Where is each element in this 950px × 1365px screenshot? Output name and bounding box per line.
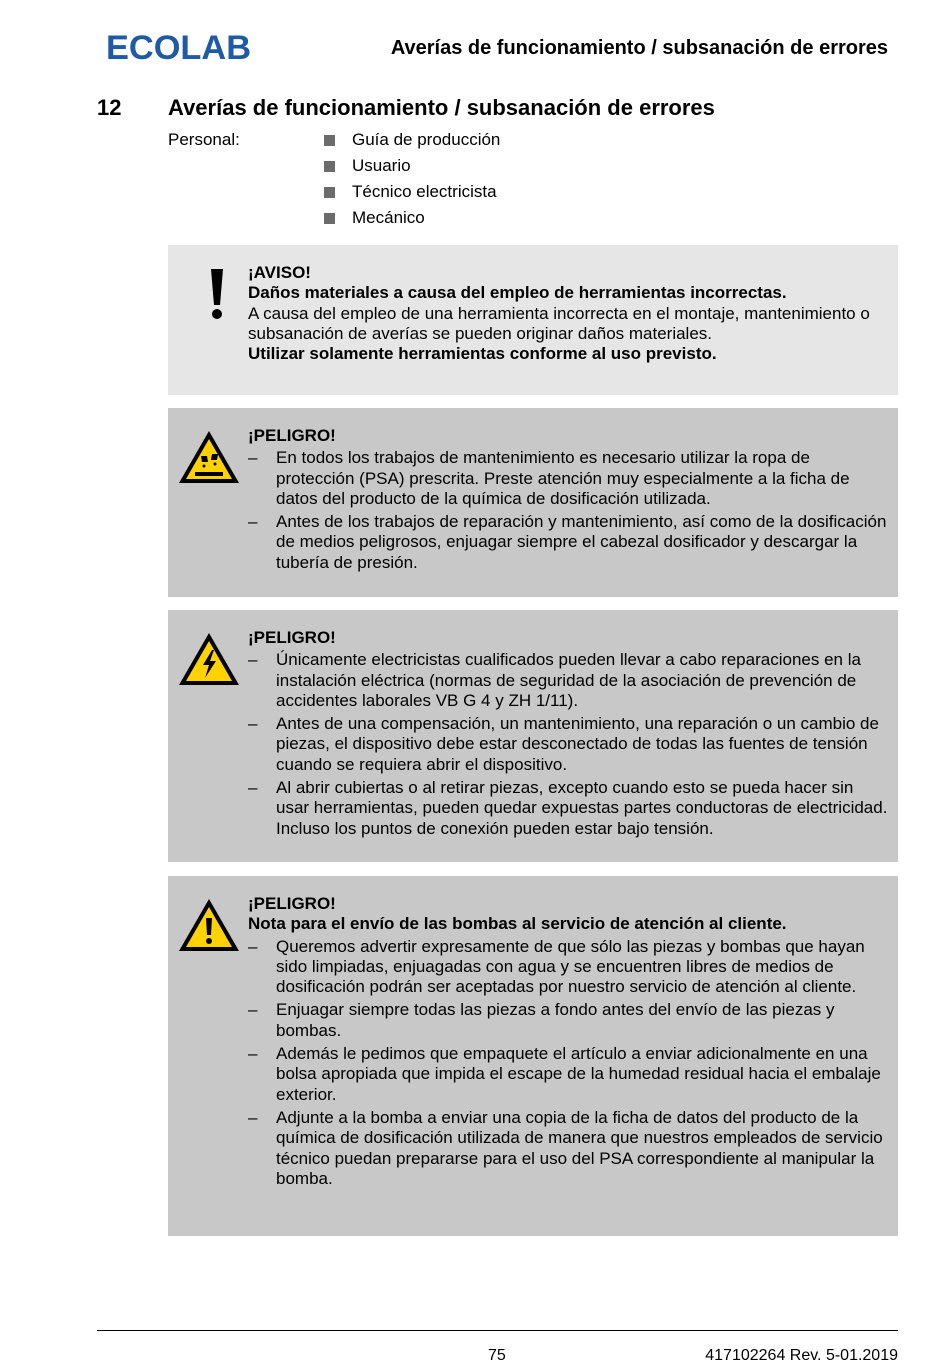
- list-item-text: En todos los trabajos de mantenimiento es necesario utilizar la ropa de protección (PSA) prescrita. Preste atención muy especialmente a la ficha de datos del producto de la química de dosificación utilizada.: [276, 448, 850, 508]
- danger-content: [248, 894, 888, 1192]
- danger-list: [248, 448, 888, 573]
- electrical-warning-icon: [177, 630, 241, 688]
- danger-box: [168, 408, 898, 597]
- list-item: [248, 448, 888, 509]
- list-item-text: Adjunte a la bomba a enviar una copia de la ficha de datos del producto de la química de dosificación utilizada de manera que nuestros empleados de servicio técnico puedan prepararse para el uso del PSA correspondiente al manipular la bomba.: [276, 1107, 883, 1188]
- list-item: [248, 1000, 888, 1041]
- personal-item: Usuario: [352, 156, 411, 175]
- list-item: [324, 130, 500, 156]
- danger-box: [168, 610, 898, 862]
- danger-content: [248, 426, 888, 576]
- signal-word: ¡AVISO!: [248, 263, 311, 282]
- ecolab-logo: [106, 30, 254, 64]
- danger-box: [168, 876, 898, 1236]
- notice-action: Utilizar solamente herramientas conforme al uso previsto.: [248, 344, 717, 364]
- corrosive-warning-icon: [177, 428, 241, 486]
- dash-marker: –: [248, 448, 258, 468]
- dash-marker: –: [248, 1000, 258, 1020]
- danger-list: [248, 937, 888, 1190]
- list-item-text: Al abrir cubiertas o al retirar piezas, excepto cuando esto se pueda hacer sin usar herramientas, pueden quedar expuestas partes conductoras de electricidad. Incluso los puntos de conexión pueden estar bajo tensión.: [276, 778, 888, 838]
- personal-item: Guía de producción: [352, 130, 501, 149]
- general-warning-icon: [177, 896, 241, 954]
- danger-heading: Nota para el envío de las bombas al servicio de atención al cliente.: [248, 914, 787, 934]
- page-number: 75: [488, 1347, 506, 1364]
- danger-list: [248, 650, 888, 839]
- list-item: [324, 182, 500, 208]
- signal-word: ¡PELIGRO!: [248, 426, 336, 445]
- section-number: 12: [97, 95, 122, 120]
- dash-marker: –: [248, 778, 258, 798]
- document-reference: 417102264 Rev. 5-01.2019: [705, 1347, 898, 1364]
- section-title: Averías de funcionamiento / subsanación de errores: [168, 95, 715, 120]
- svg-text:ECOLAB: ECOLAB: [106, 30, 251, 64]
- exclamation-icon: [177, 265, 241, 323]
- personal-item: Mecánico: [352, 208, 425, 227]
- footer-divider: [97, 1330, 898, 1331]
- notice-text: A causa del empleo de una herramienta incorrecta en el montaje, mantenimiento o subsanación de averías se pueden originar daños materiales.: [248, 303, 870, 343]
- notice-heading: Daños materiales a causa del empleo de herramientas incorrectas.: [248, 283, 787, 303]
- dash-marker: –: [248, 1107, 258, 1127]
- personal-list: [324, 130, 500, 234]
- personal-label: Personal:: [168, 130, 240, 149]
- dash-marker: –: [248, 1044, 258, 1064]
- list-item: [248, 778, 888, 839]
- dash-marker: –: [248, 714, 258, 734]
- dash-marker: –: [248, 936, 258, 956]
- list-item: [248, 1108, 888, 1189]
- notice-content: [248, 263, 888, 364]
- list-item-text: Antes de una compensación, un mantenimiento, una reparación o un cambio de piezas, el dispositivo debe estar desconectado de todas las fuentes de tensión cuando se requiera abrir el dispositivo.: [276, 714, 879, 774]
- list-item: [324, 156, 500, 182]
- square-bullet-icon: [324, 161, 335, 172]
- list-item-text: Queremos advertir expresamente de que sólo las piezas y bombas que hayan sido limpiadas, enjuagadas con agua y se encuentren libres de medios de dosificación podrán ser aceptadas por nuestro servicio de atención al cliente.: [276, 936, 865, 997]
- list-item: [248, 714, 888, 775]
- signal-word: ¡PELIGRO!: [248, 628, 336, 647]
- square-bullet-icon: [324, 135, 335, 146]
- list-item-text: Antes de los trabajos de reparación y mantenimiento, así como de la dosificación de medios peligrosos, enjuagar siempre el cabezal dosificador y descargar la tubería de presión.: [276, 512, 887, 572]
- list-item: [248, 650, 888, 711]
- notice-box: [168, 245, 898, 395]
- list-item-text: Además le pedimos que empaquete el artículo a enviar adicionalmente en una bolsa apropiada que impida el escape de la humedad residual hacia el embalaje exterior.: [276, 1044, 881, 1104]
- list-item-text: Enjuagar siempre todas las piezas a fondo antes del envío de las piezas y bombas.: [276, 1000, 835, 1040]
- square-bullet-icon: [324, 187, 335, 198]
- header-title: Averías de funcionamiento / subsanación de errores: [390, 37, 888, 59]
- dash-marker: –: [248, 650, 258, 670]
- list-item: [248, 512, 888, 573]
- signal-word: ¡PELIGRO!: [248, 894, 336, 913]
- list-item: [248, 1044, 888, 1105]
- square-bullet-icon: [324, 213, 335, 224]
- list-item-text: Únicamente electricistas cualificados pueden llevar a cabo reparaciones en la instalación eléctrica (normas de seguridad de la asociación de prevención de accidentes laborales VB G 4 y ZH 1/11).: [276, 650, 861, 710]
- list-item: [248, 937, 888, 998]
- list-item: [324, 208, 500, 234]
- danger-content: [248, 628, 888, 842]
- personal-item: Técnico electricista: [352, 182, 497, 201]
- dash-marker: –: [248, 512, 258, 532]
